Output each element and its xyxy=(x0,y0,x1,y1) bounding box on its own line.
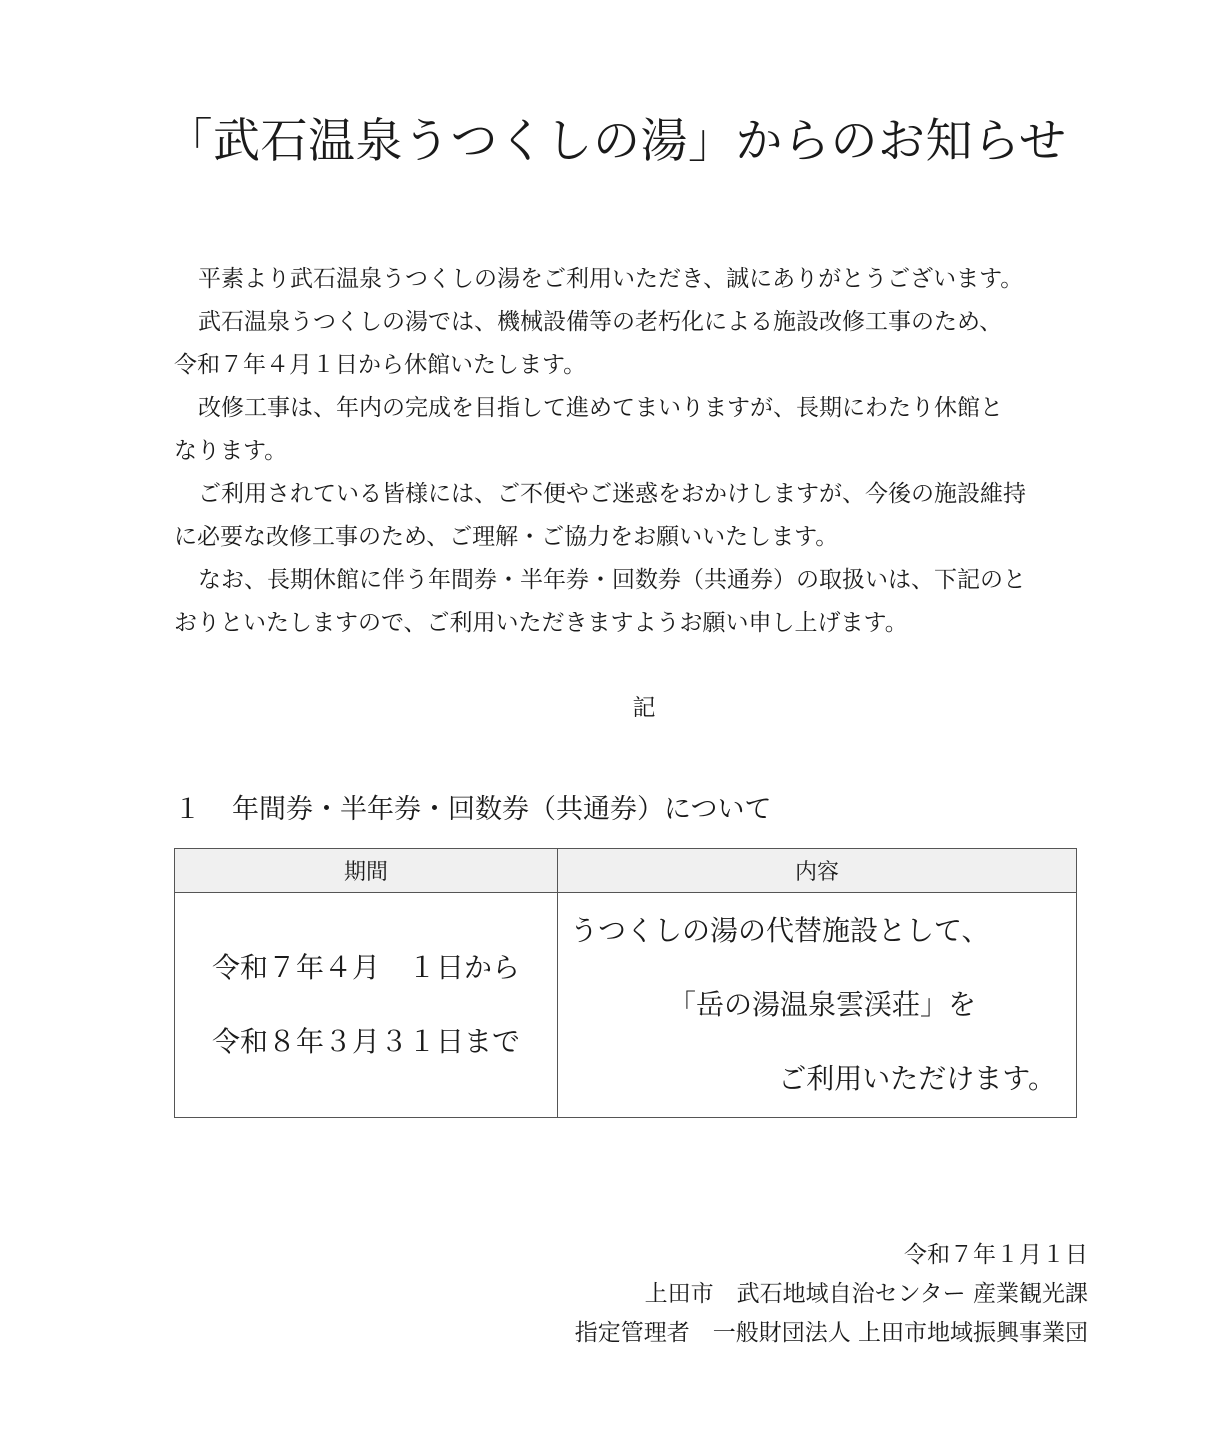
header-period: 期間 xyxy=(175,849,558,893)
paragraph-line: 平素より武石温泉うつくしの湯をご利用いただき、誠にありがとうございます。 xyxy=(198,266,1024,292)
footer-org-1: 上田市 武石地域自治センター 産業観光課 xyxy=(644,1281,1088,1307)
notice-body xyxy=(174,258,1094,645)
ticket-terms-table xyxy=(174,848,1077,1118)
content-cell xyxy=(558,893,1077,1118)
footer-date: 令和７年１月１日 xyxy=(904,1242,1088,1268)
paragraph-line: ご利用されている皆様には、ご不便やご迷惑をおかけしますが、今後の施設維持 xyxy=(198,481,1026,507)
section-heading xyxy=(174,790,771,830)
footer-org-2: 指定管理者 一般財団法人 上田市地域振興事業団 xyxy=(574,1320,1088,1346)
period-start: 令和７年４月 １日から xyxy=(211,951,520,984)
content-line-1: うつくしの湯の代替施設として、 xyxy=(570,914,990,947)
header-content: 内容 xyxy=(558,849,1077,893)
content-line-3: ご利用いただけます。 xyxy=(778,1062,1056,1095)
section-title: 年間券・半年券・回数券（共通券）について xyxy=(232,794,772,825)
ki-marker: 記 xyxy=(632,695,656,721)
section-number: １ xyxy=(174,794,201,825)
paragraph-line: 令和７年４月１日から休館いたします。 xyxy=(174,352,587,378)
table-header-row xyxy=(175,849,1077,893)
table-row xyxy=(175,893,1077,1118)
period-end: 令和８年３月３１日まで xyxy=(211,1025,520,1058)
paragraph-line: なります。 xyxy=(174,438,288,464)
paragraph-line: 改修工事は、年内の完成を目指して進めてまいりますが、長期にわたり休館と xyxy=(198,395,1003,421)
paragraph-line: に必要な改修工事のため、ご理解・ご協力をお願いいたします。 xyxy=(174,524,839,550)
period-cell xyxy=(175,893,558,1118)
paragraph-line: 武石温泉うつくしの湯では、機械設備等の老朽化による施設改修工事のため、 xyxy=(198,309,1003,335)
content-line-2: 「岳の湯温泉雲渓荘」を xyxy=(668,988,977,1021)
paragraph-line: おりといたしますので、ご利用いただきますようお願い申し上げます。 xyxy=(174,610,908,636)
footer-signature xyxy=(575,1236,1088,1353)
paragraph-line: なお、長期休館に伴う年間券・半年券・回数券（共通券）の取扱いは、下記のと xyxy=(198,567,1026,593)
page-title: 「武石温泉うつくしの湯」からのお知らせ xyxy=(165,114,1067,169)
